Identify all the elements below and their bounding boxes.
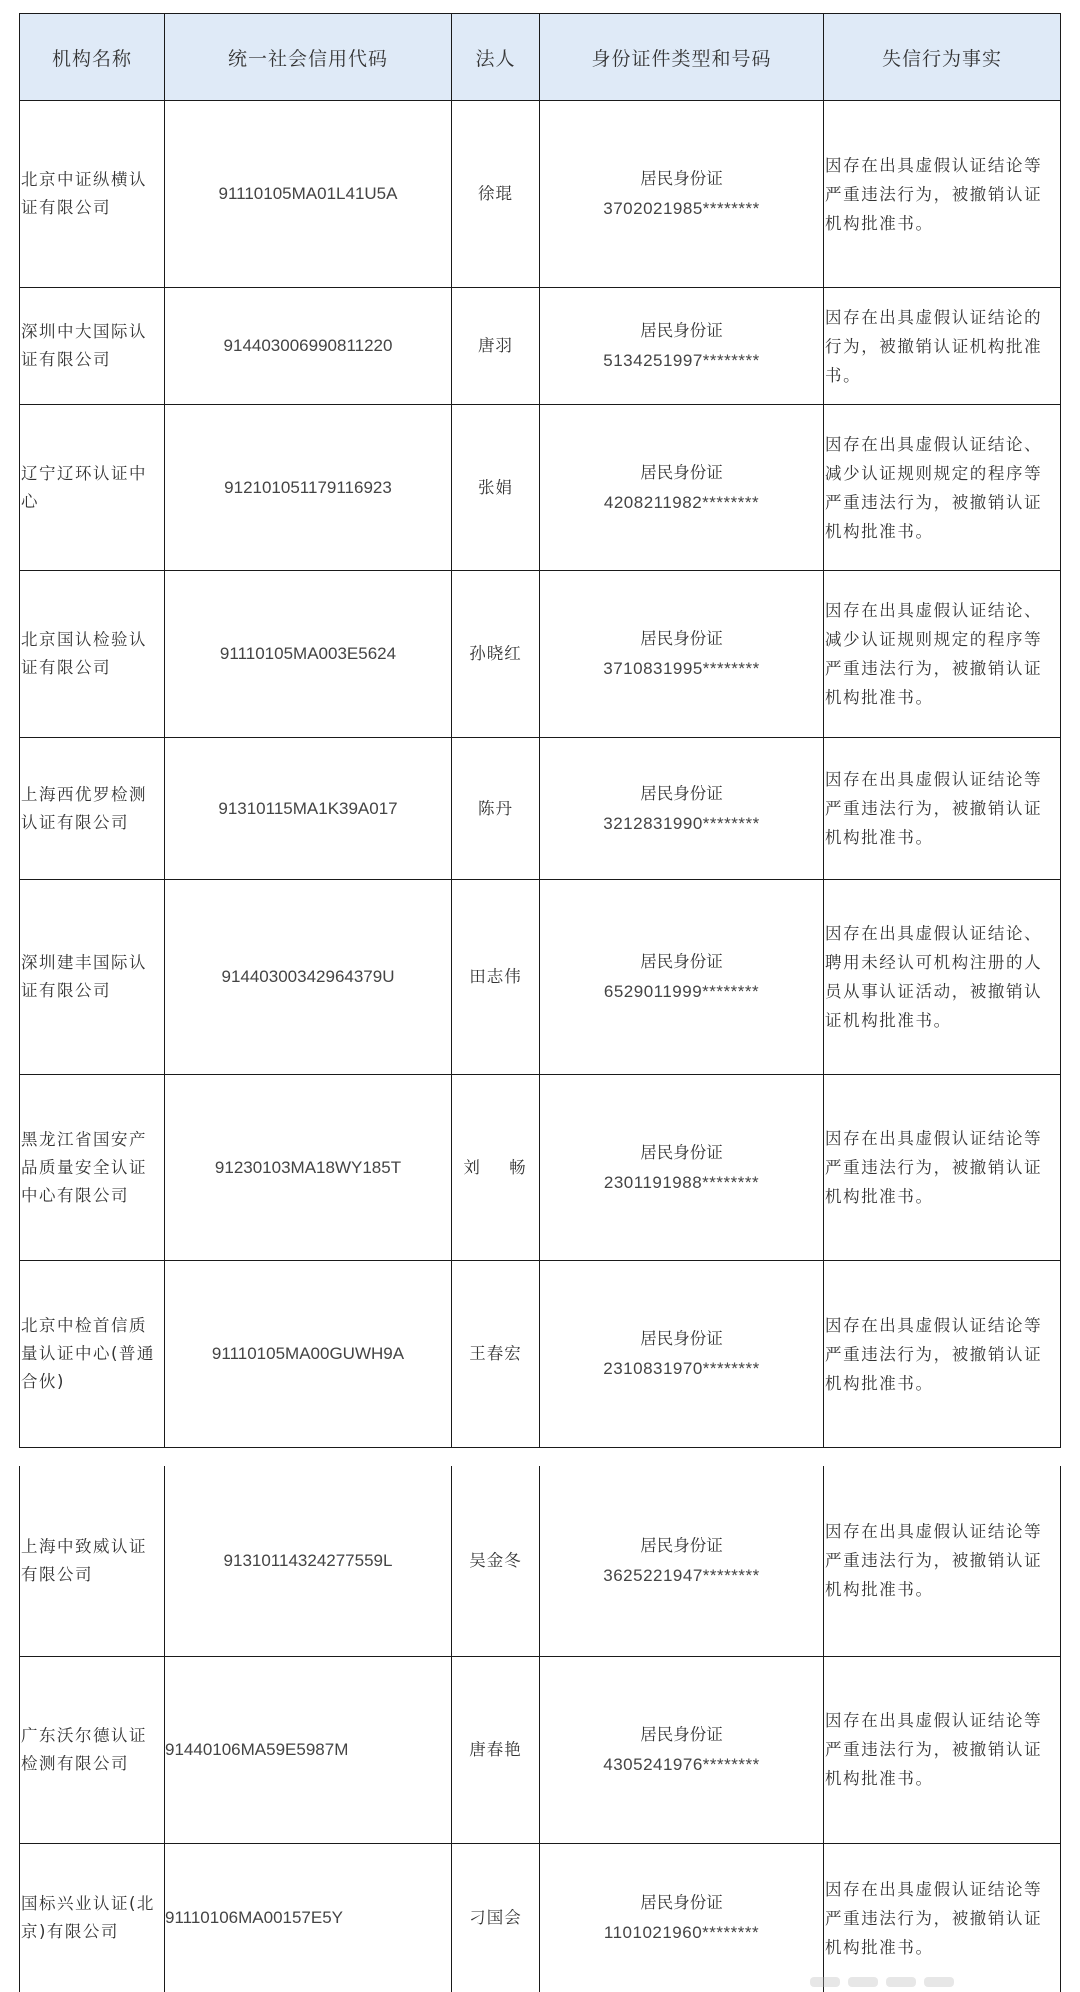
- id-cell: [540, 571, 824, 738]
- institution-name: 黑龙江省国安产品质量安全认证中心有限公司: [20, 1075, 165, 1261]
- table-row: [20, 405, 1061, 571]
- institution-name: 北京中检首信质量认证中心(普通合伙): [20, 1261, 165, 1448]
- credit-code: 91110105MA003E5624: [165, 571, 452, 738]
- dishonest-fact: 因存在出具虚假认证结论等严重违法行为，被撤销认证机构批准书。: [824, 1075, 1061, 1261]
- table-row: [20, 288, 1061, 405]
- id-cell: [540, 1656, 824, 1843]
- id-type: 居民身份证: [640, 321, 723, 340]
- institution-name: 深圳建丰国际认证有限公司: [20, 880, 165, 1075]
- id-number: 4305241976********: [603, 1754, 760, 1774]
- credit-code: 91310115MA1K39A017: [165, 738, 452, 880]
- watermark: [810, 1972, 1060, 1992]
- institution-name: 国标兴业认证(北京)有限公司: [20, 1843, 165, 1992]
- credit-code: 91310114324277559L: [165, 1466, 452, 1656]
- institution-name: 上海中致威认证有限公司: [20, 1466, 165, 1656]
- id-cell: [540, 1075, 824, 1261]
- dishonest-fact: 因存在出具虚假认证结论、聘用未经认可机构注册的人员从事认证活动，被撤销认证机构批准书。: [824, 880, 1061, 1075]
- table-row: [20, 571, 1061, 738]
- id-number: 2301191988********: [603, 1172, 760, 1192]
- institution-name: 北京国认检验认证有限公司: [20, 571, 165, 738]
- dishonest-fact: 因存在出具虚假认证结论、减少认证规则规定的程序等严重违法行为，被撤销认证机构批准书。: [824, 405, 1061, 571]
- dishonest-fact: 因存在出具虚假认证结论等严重违法行为，被撤销认证机构批准书。: [824, 1843, 1061, 1992]
- header-legal-person: 法人: [452, 14, 540, 101]
- institution-name: 辽宁辽环认证中心: [20, 405, 165, 571]
- id-type: 居民身份证: [640, 1329, 723, 1348]
- id-type: 居民身份证: [640, 169, 723, 188]
- id-cell: [540, 1466, 824, 1656]
- legal-person: 刘 畅: [452, 1075, 540, 1261]
- credit-code: 91440106MA59E5987M: [165, 1656, 452, 1843]
- table-row: [20, 738, 1061, 880]
- table-row: [20, 1261, 1061, 1448]
- id-type: 居民身份证: [640, 783, 723, 803]
- id-number: 5134251997********: [603, 351, 760, 370]
- dishonest-fact: 因存在出具虚假认证结论等严重违法行为，被撤销认证机构批准书。: [824, 1656, 1061, 1843]
- credit-code: 914403006990811220: [165, 288, 452, 405]
- table-row: [20, 880, 1061, 1075]
- legal-person: 王春宏: [452, 1261, 540, 1448]
- credit-code: 91110105MA01L41U5A: [165, 101, 452, 288]
- legal-person: 张娟: [452, 405, 540, 571]
- legal-person: 唐羽: [452, 288, 540, 405]
- header-institution-name: 机构名称: [20, 14, 165, 101]
- table-row: [20, 1843, 1061, 1992]
- table-row: [20, 101, 1061, 288]
- id-number: 3702021985********: [603, 199, 760, 218]
- header-dishonest-facts: 失信行为事实: [824, 14, 1061, 101]
- id-type: 居民身份证: [640, 1535, 723, 1555]
- table-row: [20, 1656, 1061, 1843]
- credit-code: 91110105MA00GUWH9A: [165, 1261, 452, 1448]
- institution-name: 上海西优罗检测认证有限公司: [20, 738, 165, 880]
- dishonest-fact: 因存在出具虚假认证结论等严重违法行为，被撤销认证机构批准书。: [824, 1466, 1061, 1656]
- id-number: 2310831970********: [603, 1359, 760, 1378]
- header-id-type-number: 身份证件类型和号码: [540, 14, 824, 101]
- dishonest-fact: 因存在出具虚假认证结论的行为，被撤销认证机构批准书。: [824, 288, 1061, 405]
- credit-table-top: [19, 13, 1061, 1448]
- id-type: 居民身份证: [640, 462, 723, 482]
- credit-code: 912101051179116923: [165, 405, 452, 571]
- id-number: 6529011999********: [603, 982, 760, 1001]
- id-type: 居民身份证: [640, 1724, 723, 1744]
- legal-person: 陈丹: [452, 738, 540, 880]
- institution-name: 北京中证纵横认证有限公司: [20, 101, 165, 288]
- id-number: 1101021960********: [603, 1923, 760, 1943]
- id-number: 4208211982********: [603, 492, 760, 512]
- legal-person: 孙晓红: [452, 571, 540, 738]
- id-type: 居民身份证: [640, 629, 723, 648]
- dishonest-fact: 因存在出具虚假认证结论等严重违法行为，被撤销认证机构批准书。: [824, 101, 1061, 288]
- table-row: [20, 1075, 1061, 1261]
- table-header-row: [20, 14, 1061, 101]
- id-type: 居民身份证: [640, 1142, 723, 1162]
- table-row: [20, 1466, 1061, 1656]
- id-cell: [540, 1261, 824, 1448]
- dishonest-fact: 因存在出具虚假认证结论等严重违法行为，被撤销认证机构批准书。: [824, 738, 1061, 880]
- id-type: 居民身份证: [640, 952, 723, 971]
- institution-name: 深圳中大国际认证有限公司: [20, 288, 165, 405]
- id-number: 3625221947********: [603, 1565, 760, 1585]
- id-number: 3710831995********: [603, 659, 760, 678]
- legal-person: 刁国会: [452, 1843, 540, 1992]
- dishonest-fact: 因存在出具虚假认证结论、减少认证规则规定的程序等严重违法行为，被撤销认证机构批准书。: [824, 571, 1061, 738]
- credit-table-bottom: [19, 1466, 1061, 1992]
- credit-code: 91230103MA18WY185T: [165, 1075, 452, 1261]
- credit-code: 91110106MA00157E5Y: [165, 1843, 452, 1992]
- id-cell: [540, 288, 824, 405]
- id-cell: [540, 738, 824, 880]
- dishonest-fact: 因存在出具虚假认证结论等严重违法行为，被撤销认证机构批准书。: [824, 1261, 1061, 1448]
- legal-person: 唐春艳: [452, 1656, 540, 1843]
- id-number: 3212831990********: [603, 813, 760, 833]
- legal-person: 吴金冬: [452, 1466, 540, 1656]
- id-cell: [540, 101, 824, 288]
- id-cell: [540, 405, 824, 571]
- id-cell: [540, 1843, 824, 1992]
- header-credit-code: 统一社会信用代码: [165, 14, 452, 101]
- legal-person: 徐琨: [452, 101, 540, 288]
- institution-name: 广东沃尔德认证检测有限公司: [20, 1656, 165, 1843]
- id-type: 居民身份证: [640, 1893, 723, 1913]
- id-cell: [540, 880, 824, 1075]
- credit-code: 91440300342964379U: [165, 880, 452, 1075]
- legal-person: 田志伟: [452, 880, 540, 1075]
